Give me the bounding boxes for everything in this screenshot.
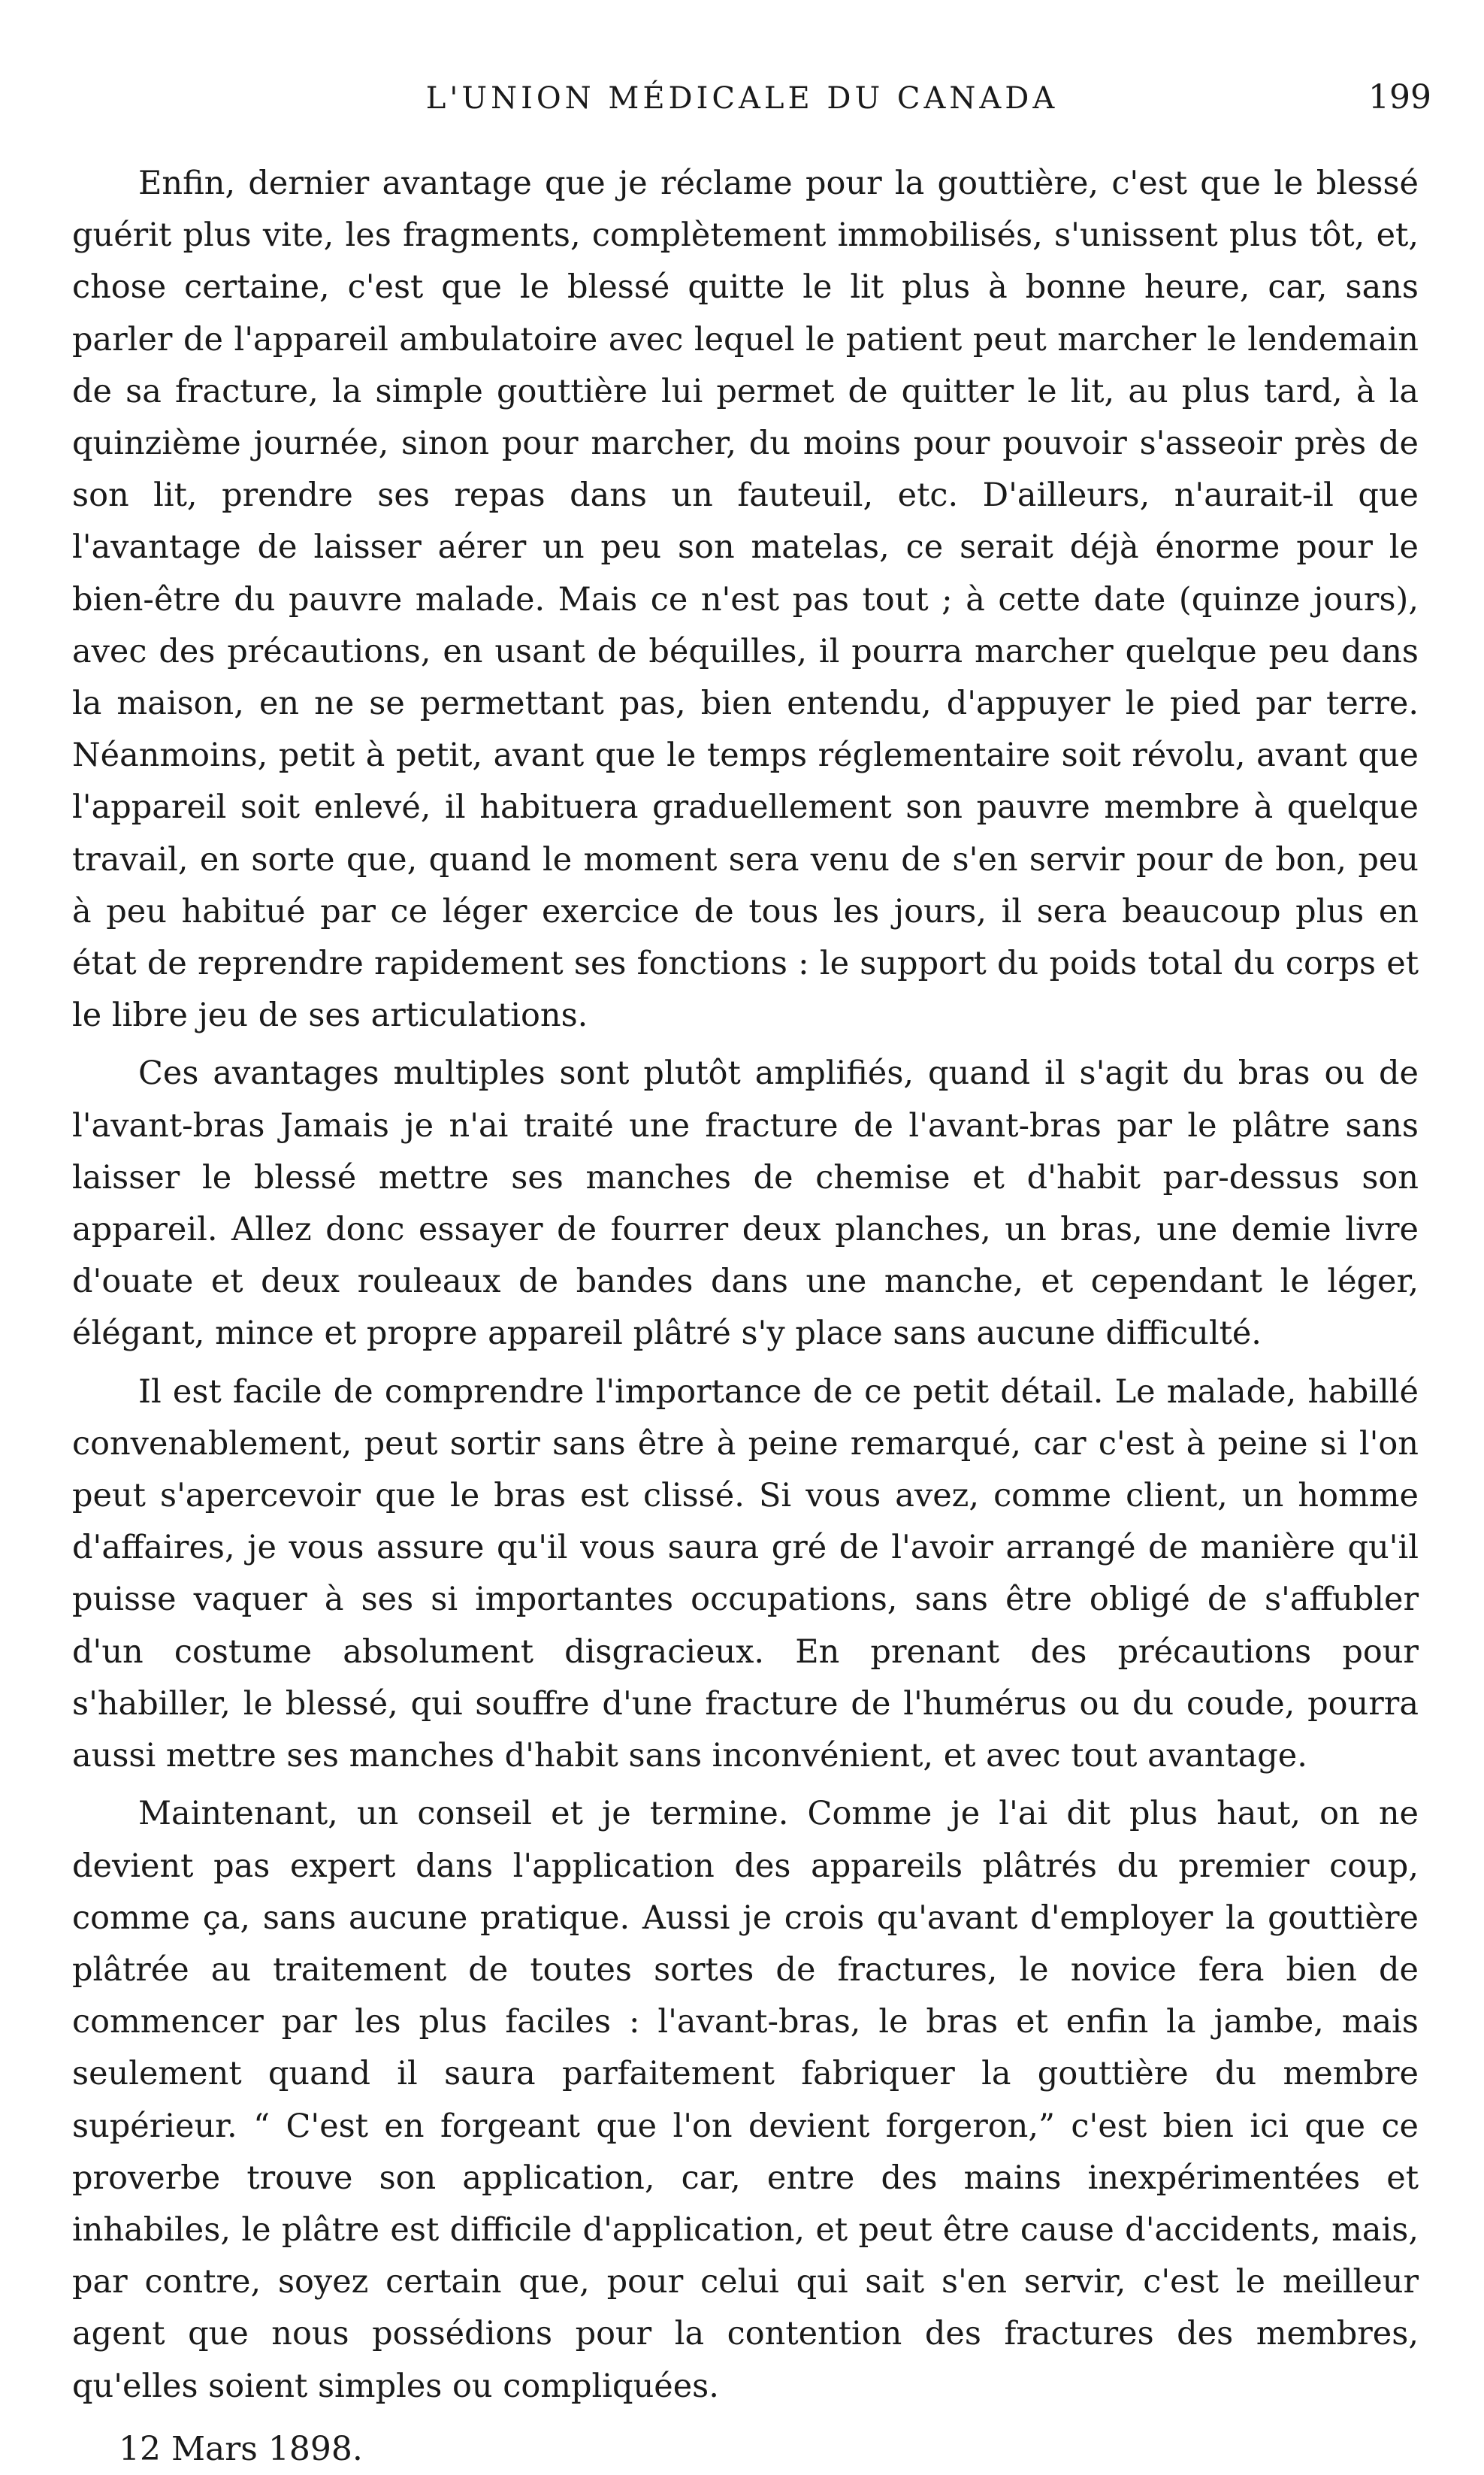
- article-body: [72, 158, 1419, 2475]
- paragraph-advantages-gutter: Enfin, dernier avantage que je réclame pour la gouttière, c'est que le blessé guérit plus vite, les fragments, complètement immobilisés, s'unissent plus tôt, et, chose certaine, c'est que le blessé quitte le lit plus à bonne heure, car, sans parler de l'appareil ambulatoire avec lequel le patient peut marcher le lendemain de sa fracture, la simple gouttière lui permet de quitter le lit, au plus tard, à la quinzième journée, sinon pour marcher, du moins pour pouvoir s'asseoir près de son lit, prendre ses repas dans un fauteuil, etc. D'ailleurs, n'aurait-il que l'avantage de laisser aérer un peu son matelas, ce serait déjà énorme pour le bien-être du pauvre malade. Mais ce n'est pas tout ; à cette date (quinze jours), avec des précautions, en usant de béquilles, il pourra marcher quelque peu dans la maison, en ne se permettant pas, bien entendu, d'appuyer le pied par terre. Néanmoins, petit à petit, avant que le temps réglementaire soit révolu, avant que l'appareil soit enlevé, il habituera graduellement son pauvre membre à quelque travail, en sorte que, quand le moment sera venu de s'en servir pour de bon, peu à peu habitué par ce léger exercice de tous les jours, il sera beaucoup plus en état de reprendre rapidement ses fonctions : le support du poids total du corps et le libre jeu de ses articulations.: [72, 165, 1419, 1035]
- paragraph-advice: Maintenant, un conseil et je termine. Comme je l'ai dit plus haut, on ne devient pas expert dans l'application des appareils plâtrés du premier coup, comme ça, sans aucune pratique. Aussi je crois qu'avant d'employer la gouttière plâtrée au traitement de toutes sortes de fractures, le novice fera bien de commencer par les plus faciles : l'avant-bras, le bras et enfin la jambe, mais seulement quand il saura parfaitement fabriquer la gouttière du membre supérieur. “ C'est en forgeant que l'on devient forgeron,” c'est bien ici que ce proverbe trouve son application, car, entre des mains inexpérimentées et inhabiles, le plâtre est difficile d'application, et peut être cause d'accidents, mais, par contre, soyez certain que, pour celui qui sait s'en servir, c'est le meilleur agent que nous possédions pour la contention des fractures des membres, qu'elles soient simples ou compliquées.: [72, 1795, 1419, 2405]
- page-number: 199: [1368, 78, 1431, 116]
- running-title: L'UNION MÉDICALE DU CANADA: [425, 81, 1059, 116]
- signature-date: 12 Mars 1898.: [119, 2429, 363, 2468]
- paragraph-small-detail: Il est facile de comprendre l'importance de ce petit détail. Le malade, habillé convenablement, peut sortir sans être à peine remarqué, car c'est à peine si l'on peut s'apercevoir que le bras est clissé. Si vous avez, comme client, un homme d'affaires, je vous assure qu'il vous saura gré de l'avoir arrangé de manière qu'il puisse vaquer à ses si importantes occupations, sans être obligé de s'affubler d'un costume absolument disgracieux. En prenant des précautions pour s'habiller, le blessé, qui souffre d'une fracture de l'humérus ou du coude, pourra aussi mettre ses manches d'habit sans inconvénient, et avec tout avantage.: [72, 1372, 1419, 1775]
- paragraph-arm-forearm: Ces avantages multiples sont plutôt amplifiés, quand il s'agit du bras ou de l'avant-bras Jamais je n'ai traité une fracture de l'avant-bras par le plâtre sans laisser le blessé mettre ses manches de chemise et d'habit par-dessus son appareil. Allez donc essayer de fourrer deux planches, un bras, une demie livre d'ouate et deux rouleaux de bandes dans une manche, et cependant le léger, élégant, mince et propre appareil plâtré s'y place sans aucune difficulté.: [72, 1054, 1419, 1353]
- page-header: [0, 78, 1484, 134]
